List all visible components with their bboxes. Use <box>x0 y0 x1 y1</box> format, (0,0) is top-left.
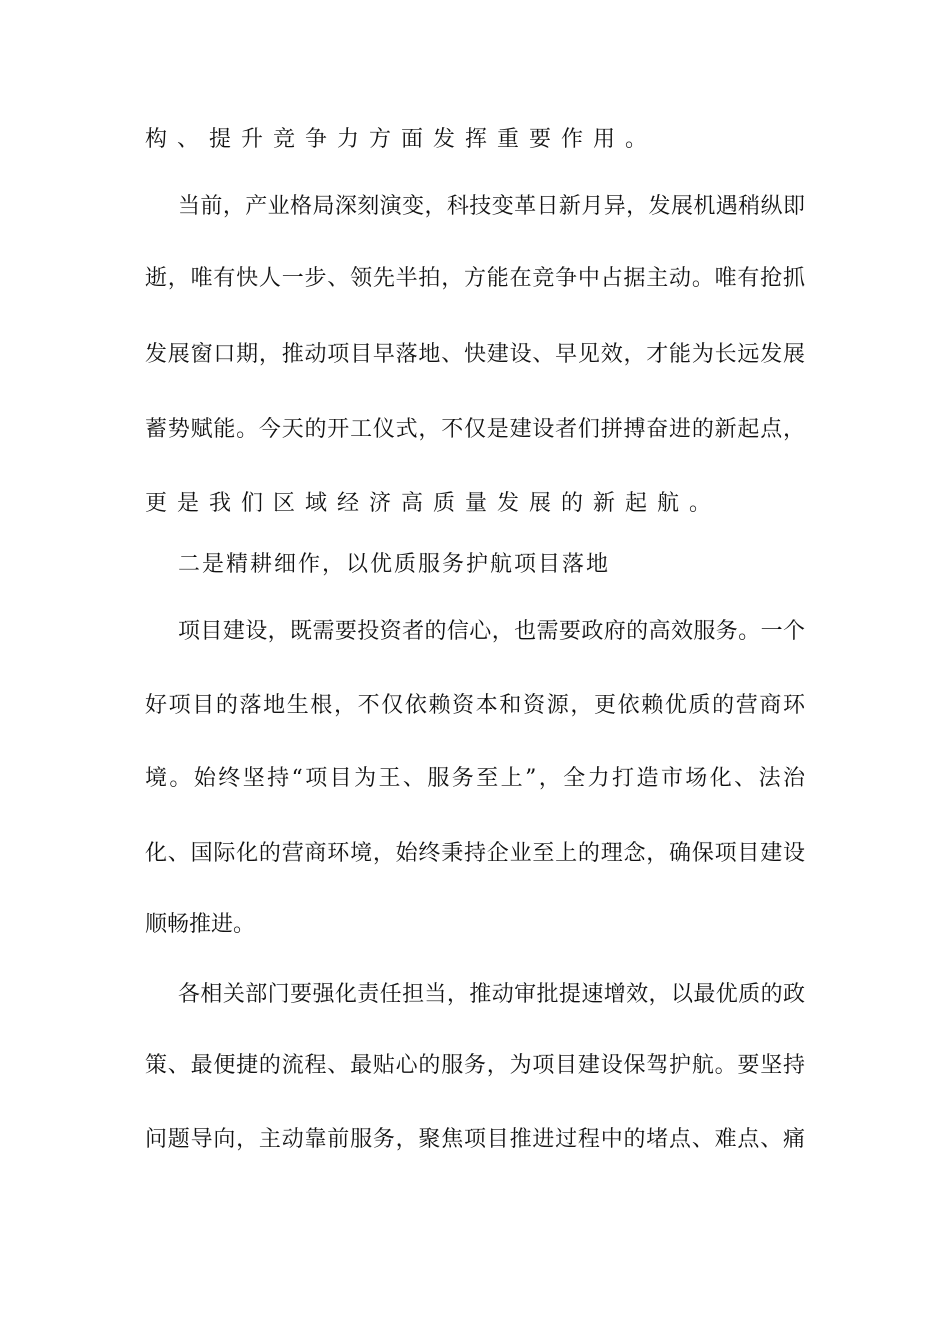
paragraph-line: 境。始终坚持“项目为王、服务至上”，全力打造市场化、法治 <box>145 766 805 791</box>
section-heading: 二是精耕细作，以优质服务护航项目落地 <box>178 552 611 577</box>
paragraph-line: 化、国际化的营商环境，始终秉持企业至上的理念，确保项目建设 <box>145 841 805 866</box>
paragraph-line: 逝，唯有快人一步、领先半拍，方能在竞争中占据主动。唯有抢抓 <box>145 266 805 291</box>
paragraph-line: 各相关部门要强化责任担当，推动审批提速增效，以最优质的政 <box>178 982 805 1007</box>
paragraph-line: 构、提升竞争力方面发挥重要作用。 <box>145 127 658 152</box>
paragraph-line: 发展窗口期，推动项目早落地、快建设、早见效，才能为长远发展 <box>145 342 805 367</box>
paragraph-line: 好项目的落地生根，不仅依赖资本和资源，更依赖优质的营商环 <box>145 693 805 718</box>
paragraph-line: 项目建设，既需要投资者的信心，也需要政府的高效服务。一个 <box>178 619 805 644</box>
paragraph-line: 更是我们区域经济高质量发展的新起航。 <box>145 491 722 516</box>
paragraph-line: 问题导向，主动靠前服务，聚焦项目推进过程中的堵点、难点、痛 <box>145 1127 805 1152</box>
paragraph-line: 当前，产业格局深刻演变，科技变革日新月异，发展机遇稍纵即 <box>178 194 805 219</box>
paragraph-line: 策、最便捷的流程、最贴心的服务，为项目建设保驾护航。要坚持 <box>145 1053 805 1078</box>
paragraph-line: 蓄势赋能。今天的开工仪式，不仅是建设者们拼搏奋进的新起点， <box>145 417 805 442</box>
paragraph-line: 顺畅推进。 <box>145 912 256 937</box>
